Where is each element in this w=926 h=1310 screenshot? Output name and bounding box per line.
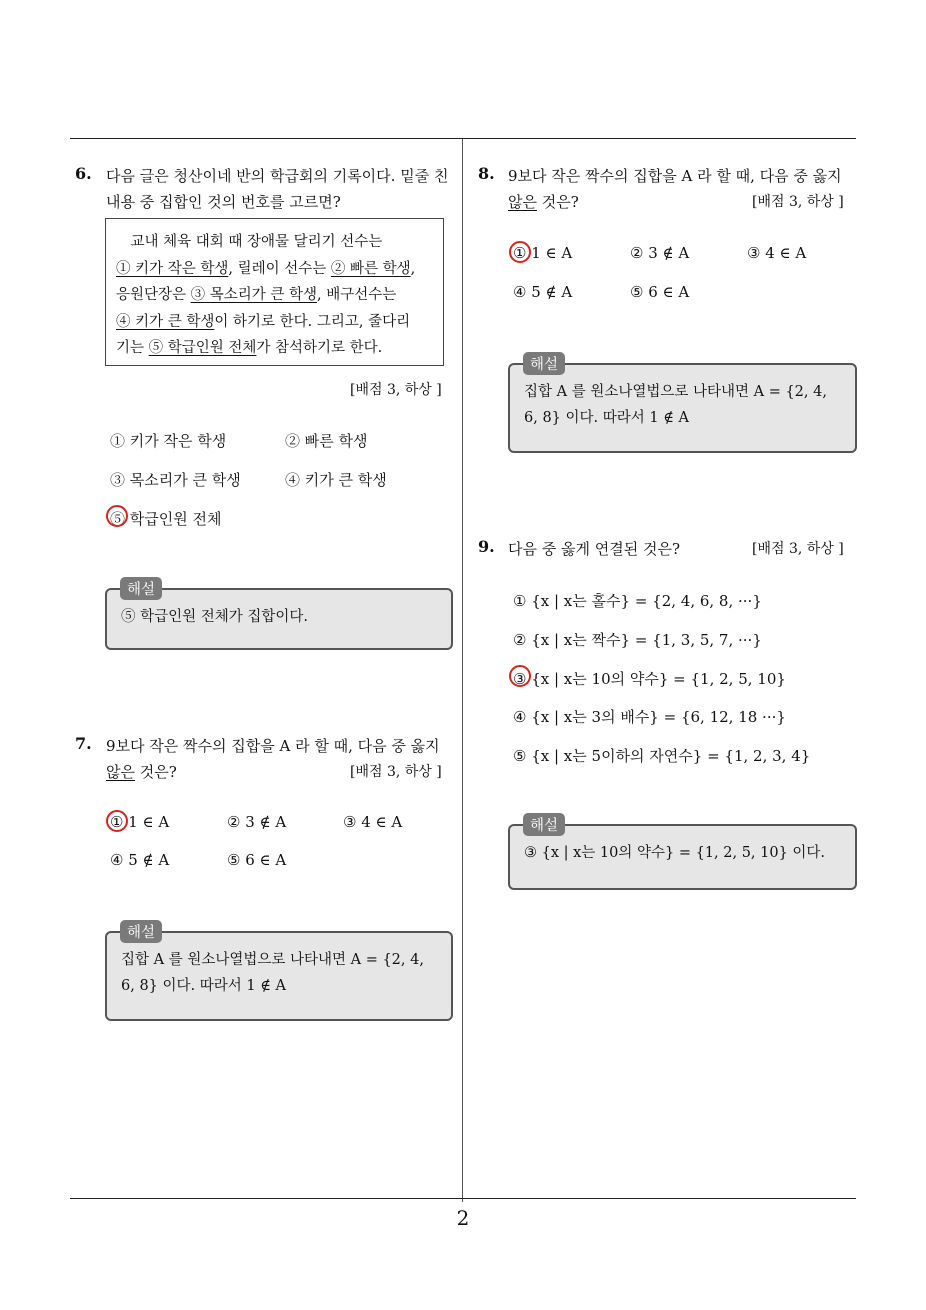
q9-number: 9.: [478, 537, 495, 556]
q7-solution-line1: 집합 A 를 원소나열법으로 나타내면 A = {2, 4,: [121, 952, 424, 968]
q7-choice-2[interactable]: ② 3 ∉ A: [227, 813, 287, 831]
q7-choice-1[interactable]: ① 1 ∈ A: [110, 813, 170, 831]
q6-stem-line2: 내용 중 집합인 것의 번호를 고르면?: [106, 193, 341, 211]
q6-stem-line1: 다음 글은 청산이네 반의 학급회의 기록이다. 밑줄 친: [106, 167, 449, 185]
q7-solution-line2: 6, 8} 이다. 따라서 1 ∉ A: [121, 978, 287, 994]
q6-solution-text: ⑤ 학급인원 전체가 집합이다.: [121, 609, 309, 625]
q8-number: 8.: [478, 164, 495, 183]
q6-passage-box: [105, 218, 444, 366]
q9-score: [배점 3, 하상 ]: [752, 541, 844, 557]
top-rule: [70, 138, 856, 139]
page-number: 2: [456, 1206, 470, 1230]
q6-choice-4[interactable]: ④ 키가 큰 학생: [285, 471, 387, 489]
q8-choice-2[interactable]: ② 3 ∉ A: [630, 244, 690, 262]
q6-solution-tag: 해설: [120, 577, 162, 600]
answer-mark-circle: [509, 241, 531, 263]
q8-stem-line1: 9보다 작은 짝수의 집합을 A 라 할 때, 다음 중 옳지: [508, 167, 842, 185]
q8-solution-line1: 집합 A 를 원소나열법으로 나타내면 A = {2, 4,: [524, 384, 827, 400]
answer-mark-circle: [509, 665, 531, 687]
q6-choice-1[interactable]: ① 키가 작은 학생: [110, 432, 227, 450]
q9-solution-tag: 해설: [523, 813, 565, 836]
q8-solution-line2: 6, 8} 이다. 따라서 1 ∉ A: [524, 410, 690, 426]
q7-choice-4[interactable]: ④ 5 ∉ A: [110, 851, 170, 869]
column-divider: [462, 139, 463, 1202]
q6-choice-3[interactable]: ③ 목소리가 큰 학생: [110, 471, 241, 489]
passage-line3: 응원단장은 ③ 목소리가 큰 학생, 배구선수는: [116, 287, 397, 303]
q7-choice-3[interactable]: ③ 4 ∈ A: [343, 813, 403, 831]
q8-solution-box: [508, 363, 857, 453]
q8-choice-4[interactable]: ④ 5 ∉ A: [513, 283, 573, 301]
q9-choice-4[interactable]: ④ {x | x는 3의 배수} = {6, 12, 18 ···}: [513, 708, 786, 726]
q8-solution-tag: 해설: [523, 352, 565, 375]
q9-choice-5[interactable]: ⑤ {x | x는 5이하의 자연수} = {1, 2, 3, 4}: [513, 747, 811, 765]
q7-score: [배점 3, 하상 ]: [350, 764, 442, 780]
answer-mark-circle: [106, 810, 128, 832]
q7-number: 7.: [75, 734, 92, 753]
bottom-rule: [70, 1198, 856, 1199]
q6-score: [배점 3, 하상 ]: [350, 382, 442, 398]
q6-choice-5[interactable]: ⑤ 학급인원 전체: [110, 510, 222, 528]
q7-solution-box: [105, 931, 453, 1021]
q8-stem-line2: 않은 것은?: [508, 193, 579, 211]
passage-line4: ④ 키가 큰 학생이 하기로 한다. 그리고, 줄다리: [116, 313, 411, 330]
q9-stem: 다음 중 옳게 연결된 것은?: [508, 540, 681, 558]
q9-solution-text: ③ {x | x는 10의 약수} = {1, 2, 5, 10} 이다.: [524, 845, 826, 861]
q7-stem-line1: 9보다 작은 짝수의 집합을 A 라 할 때, 다음 중 옳지: [106, 737, 440, 755]
passage-line1: 교내 체육 대회 때 장애물 달리기 선수는: [130, 234, 383, 250]
q9-choice-3[interactable]: ③ {x | x는 10의 약수} = {1, 2, 5, 10}: [513, 670, 786, 688]
q7-choice-5[interactable]: ⑤ 6 ∈ A: [227, 851, 287, 869]
passage-line2: ① 키가 작은 학생, 릴레이 선수는 ② 빠른 학생,: [116, 260, 416, 277]
q8-choice-1[interactable]: ① 1 ∈ A: [513, 244, 573, 262]
q6-choice-2[interactable]: ② 빠른 학생: [285, 432, 368, 450]
q9-choice-1[interactable]: ① {x | x는 홀수} = {2, 4, 6, 8, ···}: [513, 592, 762, 610]
passage-line5: 기는 ⑤ 학급인원 전체가 참석하기로 한다.: [116, 340, 383, 356]
q9-choice-2[interactable]: ② {x | x는 짝수} = {1, 3, 5, 7, ···}: [513, 631, 762, 649]
q6-number: 6.: [75, 164, 92, 183]
answer-mark-circle: [106, 505, 128, 527]
q7-stem-line2: 않은 것은?: [106, 763, 177, 781]
q7-solution-tag: 해설: [120, 920, 162, 943]
q8-score: [배점 3, 하상 ]: [752, 194, 844, 210]
q8-choice-3[interactable]: ③ 4 ∈ A: [747, 244, 807, 262]
q8-choice-5[interactable]: ⑤ 6 ∈ A: [630, 283, 690, 301]
